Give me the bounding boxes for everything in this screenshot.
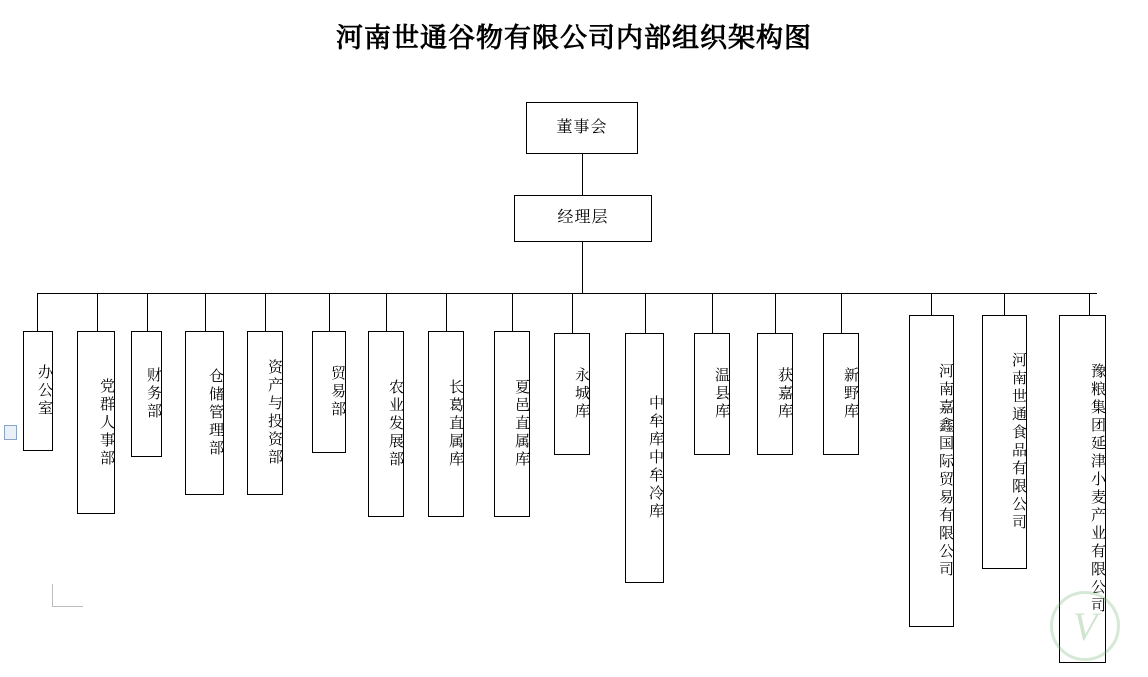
node-unit-2: 党群人事部 xyxy=(77,331,115,514)
connector-drop-6 xyxy=(329,293,330,331)
node-unit-1: 办公室 xyxy=(23,331,53,451)
connector-drop-8 xyxy=(446,293,447,331)
node-unit-14: 新野库 xyxy=(823,333,859,455)
connector-drop-3 xyxy=(147,293,148,331)
connector-bus xyxy=(37,293,1097,294)
node-unit-15: 河南嘉鑫国际贸易有限公司 xyxy=(909,315,954,627)
node-board: 董事会 xyxy=(526,102,638,154)
connector-drop-15 xyxy=(931,293,932,315)
connector-drop-16 xyxy=(1004,293,1005,315)
node-unit-16: 河南世通食品有限公司 xyxy=(982,315,1027,569)
node-unit-6: 贸易部 xyxy=(312,331,346,453)
watermark-logo: V xyxy=(1050,591,1120,661)
node-unit-3: 财务部 xyxy=(131,331,162,457)
connector-drop-9 xyxy=(512,293,513,331)
connector-drop-1 xyxy=(37,293,38,331)
connector-board-to-management xyxy=(582,154,583,195)
node-unit-8: 长葛直属库 xyxy=(428,331,464,517)
connector-drop-17 xyxy=(1089,293,1090,315)
connector-drop-2 xyxy=(97,293,98,331)
connector-drop-4 xyxy=(205,293,206,331)
node-unit-5: 资产与投资部 xyxy=(247,331,283,495)
node-unit-7: 农业发展部 xyxy=(368,331,404,517)
connector-drop-7 xyxy=(386,293,387,331)
node-unit-13: 获嘉库 xyxy=(757,333,793,455)
node-unit-11: 中牟库中牟冷库 xyxy=(625,333,664,583)
connector-management-to-bus xyxy=(582,242,583,293)
connector-drop-5 xyxy=(265,293,266,331)
connector-drop-12 xyxy=(712,293,713,333)
node-unit-9: 夏邑直属库 xyxy=(494,331,530,517)
connector-drop-10 xyxy=(572,293,573,333)
connector-drop-14 xyxy=(841,293,842,333)
page-corner-mark xyxy=(52,584,83,607)
connector-drop-13 xyxy=(775,293,776,333)
node-unit-12: 温县库 xyxy=(694,333,730,455)
document-side-icon xyxy=(4,425,17,440)
connector-drop-11 xyxy=(645,293,646,333)
node-unit-4: 仓储管理部 xyxy=(185,331,224,495)
page-title: 河南世通谷物有限公司内部组织架构图 xyxy=(336,23,812,53)
node-management: 经理层 xyxy=(514,195,652,242)
node-unit-10: 永城库 xyxy=(554,333,590,455)
node-unit-17: 豫粮集团延津小麦产业有限公司 xyxy=(1059,315,1106,663)
